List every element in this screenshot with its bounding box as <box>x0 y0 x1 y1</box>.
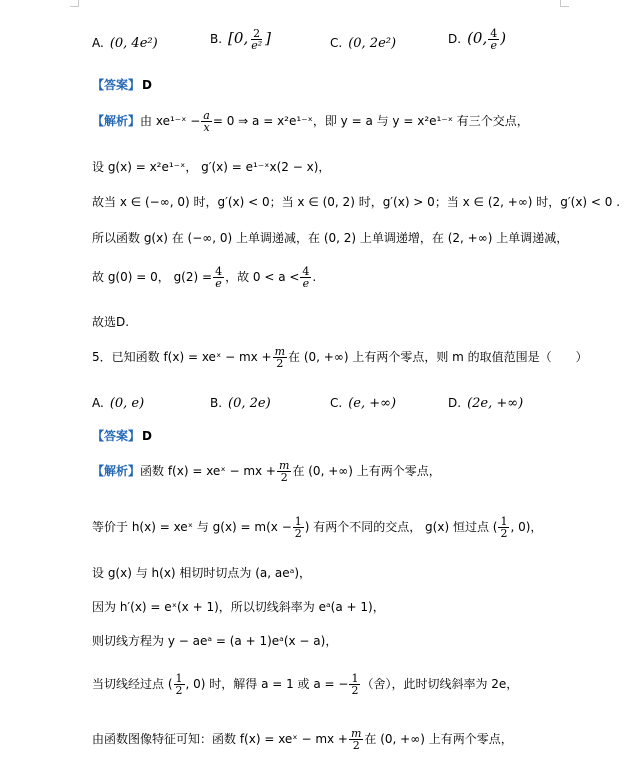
fraction: $\frac{1}{2}$ <box>175 672 183 697</box>
q5-analysis-line-3: 设 g(x) 与 h(x) 相切时切点为 (a, aeᵃ)， <box>92 566 312 580</box>
q5-option-d: D. (2e, +∞) <box>448 396 524 411</box>
fraction: $\frac{4}{e}$ <box>302 265 310 290</box>
q5-option-c: C. (e, +∞) <box>330 396 397 411</box>
fraction: $\frac{m}{2}$ <box>279 459 290 484</box>
q4-option-d: D. (0, $\frac{4}{e}$ ) <box>448 27 507 52</box>
fraction: $\frac{1}{2}$ <box>294 515 302 540</box>
q5-analysis-line-7: 由函数图像特征可知：函数 f(x) = xeˣ − mx + $\frac{m}{2}$ 在 (0, +∞) 上有两个零点， <box>92 727 513 752</box>
fraction: $\frac{m}{2}$ <box>350 727 362 752</box>
fraction: $\frac{4}{e}$ <box>215 265 223 290</box>
q4-analysis-line-3: 故当 x ∈ (−∞, 0) 时，g′(x) < 0；当 x ∈ (0, 2) 时，g′(x) > 0；当 x ∈ (2, +∞) 时，g′(x) < 0 . <box>92 195 621 209</box>
q4-option-c: C. (0, 2e²) <box>330 36 397 51</box>
fraction: $\frac{1}{2}$ <box>500 515 508 540</box>
q5-analysis-line-1: 【解析】函数 f(x) = xeˣ − mx + $\frac{m}{2}$ 在 (0, +∞) 上有两个零点， <box>92 459 441 484</box>
fraction: $\frac{2}{\text{e²}}$ <box>251 27 263 52</box>
q4-option-b: B. [0, $\frac{2}{\text{e²}}$ ] <box>210 27 271 52</box>
q4-analysis-line-6: 故选D. <box>92 315 130 329</box>
page-corner-mark-left <box>70 0 79 7</box>
fraction: $\frac{4}{e}$ <box>490 27 498 52</box>
q5-analysis-line-6: 当切线经过点 ( $\frac{1}{2}$ , 0) 时，解得 a = 1 或 a = − $\frac{1}{2}$ （舍），此时切线斜率为 2e， <box>92 672 519 697</box>
page-corner-mark-right <box>560 0 569 7</box>
q5-stem: 5．已知函数 f(x) = xeˣ − mx + $\frac{m}{2}$ 在 (0, +∞) 上有两个零点，则 m 的取值范围是（ ） <box>92 345 588 370</box>
q4-analysis-line-4: 所以函数 g(x) 在 (−∞, 0) 上单调递减，在 (0, 2) 上单调递增，在 (2, +∞) 上单调递减， <box>92 231 569 245</box>
q5-answer: 【答案】 D <box>92 429 152 443</box>
q4-analysis-line-2: 设 g(x) = x²e¹⁻ˣ， g′(x) = e¹⁻ˣx(2 − x)， <box>92 160 331 174</box>
q5-option-b: B. (0, 2e) <box>210 396 271 411</box>
q5-option-a: A. (0, e) <box>92 396 145 411</box>
q4-answer: 【答案】 D <box>92 78 152 92</box>
q5-analysis-line-2: 等价于 h(x) = xeˣ 与 g(x) = m(x − $\frac{1}{2}$ ) 有两个不同的交点， g(x) 恒过点 ( $\frac{1}{2}$ , 0)， <box>92 515 543 540</box>
q4-option-a: A. (0, 4e²) <box>92 36 158 51</box>
fraction: $\frac{m}{2}$ <box>274 345 286 370</box>
q5-analysis-line-5: 则切线方程为 y − aeᵃ = (a + 1)eᵃ(x − a)， <box>92 634 338 648</box>
q4-analysis-line-5: 故 g(0) = 0， g(2) = $\frac{4}{e}$ ，故 0 < a < $\frac{4}{e}$ . <box>92 265 317 290</box>
q5-analysis-line-4: 因为 h′(x) = eˣ(x + 1)，所以切线斜率为 eᵃ(a + 1)， <box>92 600 385 614</box>
q4-analysis-line-1: 【解析】由 xe¹⁻ˣ − $\frac{a}{x}$ = 0 ⇒ a = x²e¹⁻ˣ，即 y = a 与 y = x²e¹⁻ˣ 有三个交点， <box>92 109 529 134</box>
fraction: $\frac{1}{2}$ <box>351 672 359 697</box>
fraction: $\frac{a}{x}$ <box>203 109 210 134</box>
